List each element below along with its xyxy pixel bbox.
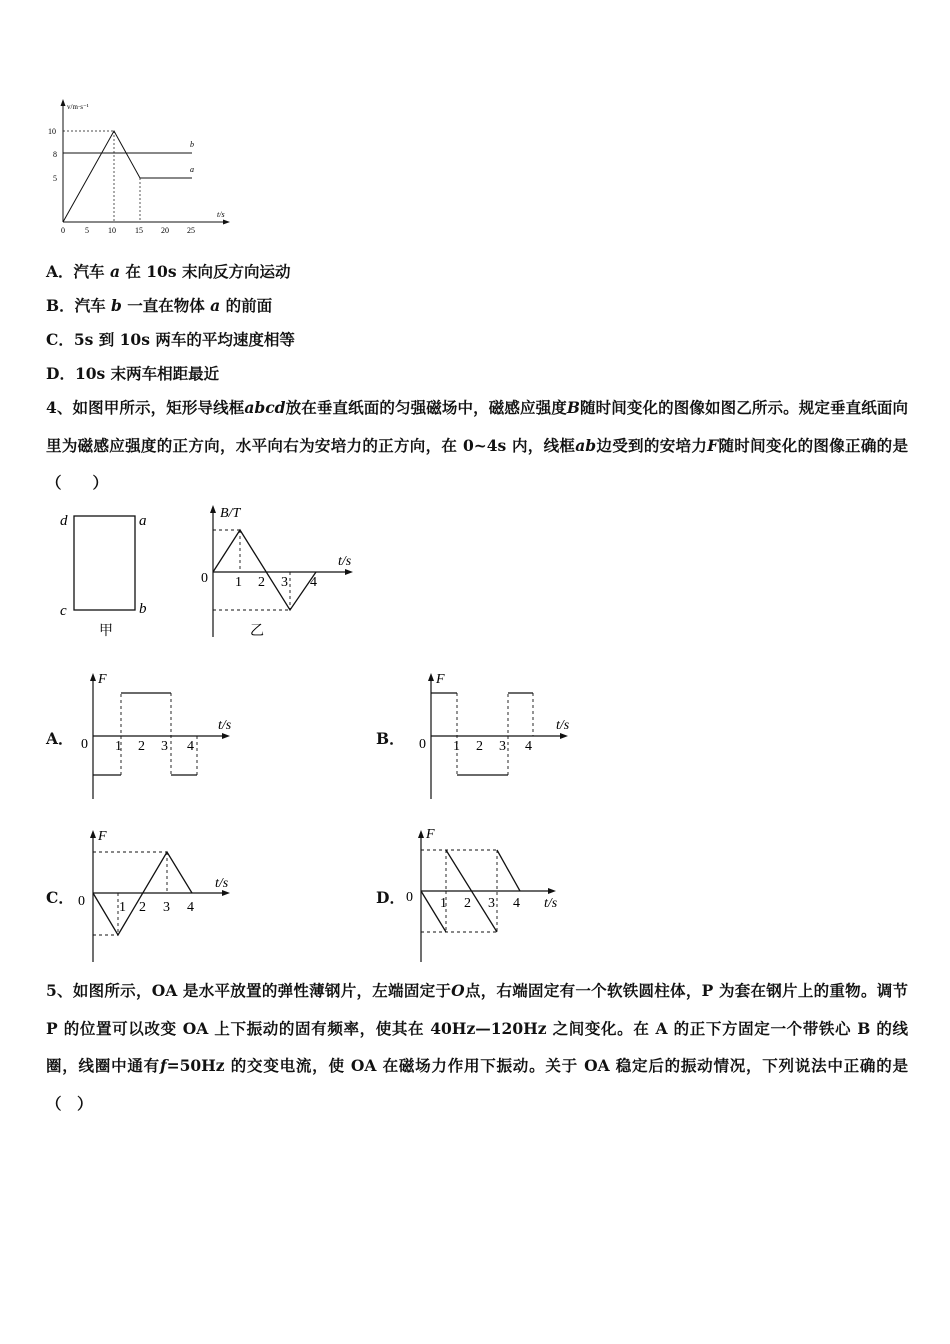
- velocity-time-graph: [40, 95, 280, 245]
- y-axis-label: F: [426, 827, 435, 842]
- x-tick: 4: [310, 575, 317, 590]
- q3-option-b: B．汽车 b 一直在物体 a 的前面: [46, 296, 273, 315]
- q3-option-a: A．汽车 a 在 10s 末向反方向运动: [46, 262, 291, 281]
- x-tick: 1: [453, 739, 460, 754]
- x-tick: 4: [525, 739, 532, 754]
- x-tick: 0: [61, 226, 65, 235]
- x-tick: 20: [161, 226, 169, 235]
- x-tick: 1: [115, 739, 122, 754]
- x-tick: 10: [108, 226, 116, 235]
- corner-c: c: [60, 603, 67, 619]
- corner-d: d: [60, 513, 68, 529]
- x-tick: 4: [187, 739, 194, 754]
- x-tick: 2: [258, 575, 265, 590]
- caption-yi: 乙: [250, 624, 264, 639]
- y-axis-label: F: [98, 829, 107, 844]
- caption-jia: 甲: [99, 624, 113, 639]
- q3-option-d: D．10s 末两车相距最近: [46, 364, 220, 383]
- origin-label: 0: [78, 894, 85, 909]
- x-tick: 2: [139, 900, 146, 915]
- x-tick: 1: [119, 900, 126, 915]
- y-tick: 8: [53, 150, 57, 159]
- y-tick: 5: [53, 174, 57, 183]
- line-b-label: b: [190, 140, 194, 149]
- x-axis-label: t/s: [218, 718, 232, 733]
- q4-option-a-graph: [78, 668, 248, 803]
- x-tick: 1: [440, 896, 447, 911]
- question-5-text: 5、如图所示，OA 是水平放置的弹性薄钢片，左端固定于O点，右端固定有一个软铁圆柱体，P 为套在钢片上的重物。调节 P 的位置可以改变 OA 上下振动的固有频率，使其在 40Hz—120Hz 之间变化。在 A 的正下方固定一个带铁心 B 的线圈，线圈中通有f=50Hz 的交变电流，使 OA 在磁场力作用下振动。关于 OA 稳定后的振动情况，下列说法中正确的是（ ）: [46, 981, 908, 1113]
- q4-option-a-label: A．: [46, 729, 74, 748]
- line-a: [63, 131, 192, 222]
- origin-label: 0: [406, 890, 413, 905]
- y-axis-label: B/T: [220, 506, 241, 521]
- q4-option-c-label: C．: [46, 888, 74, 907]
- x-tick: 3: [488, 896, 495, 911]
- y-tick: 10: [48, 127, 56, 136]
- origin-label: 0: [81, 737, 88, 752]
- y-axis-label: F: [98, 672, 107, 687]
- x-tick: 3: [499, 739, 506, 754]
- origin-label: 0: [201, 571, 208, 586]
- x-tick: 25: [187, 226, 195, 235]
- x-tick: 2: [476, 739, 483, 754]
- q4-option-b-graph: [416, 668, 586, 803]
- q4-option-b-label: B．: [376, 729, 405, 748]
- x-tick: 3: [281, 575, 288, 590]
- x-tick: 4: [513, 896, 520, 911]
- x-axis-label: t/s: [544, 896, 558, 911]
- line-a-label: a: [190, 165, 194, 174]
- question-4-text: 4、如图甲所示，矩形导线框abcd放在垂直纸面的匀强磁场中，磁感应强度B随时间变化的图像如图乙所示。规定垂直纸面向里为磁感应强度的正方向，水平向右为安培力的正方向，在 0~4s 内，线框ab边受到的安培力F随时间变化的图像正确的是（ ）: [46, 398, 908, 492]
- x-tick: 3: [163, 900, 170, 915]
- x-axis-label: t/s: [338, 554, 352, 569]
- q4-option-c-graph: [78, 825, 248, 965]
- q4-option-d-graph: [406, 825, 576, 965]
- figure-jia-rectangle-frame: [55, 505, 175, 645]
- b-curve: [213, 530, 316, 610]
- corner-b: b: [139, 601, 147, 617]
- y-axis-label: v/m·s⁻¹: [67, 103, 89, 111]
- x-axis-label: t/s: [215, 876, 229, 891]
- x-axis-label: t/s: [556, 718, 570, 733]
- figure-yi-b-t-graph: [198, 500, 368, 640]
- x-axis-label: t/s: [217, 210, 225, 219]
- x-tick: 15: [135, 226, 143, 235]
- x-tick: 2: [138, 739, 145, 754]
- x-tick: 1: [235, 575, 242, 590]
- y-axis-label: F: [436, 672, 445, 687]
- corner-a: a: [139, 513, 147, 529]
- q3-option-c: C．5s 到 10s 两车的平均速度相等: [46, 330, 295, 349]
- x-tick: 4: [187, 900, 194, 915]
- x-tick: 2: [464, 896, 471, 911]
- origin-label: 0: [419, 737, 426, 752]
- q4-option-d-label: D．: [376, 888, 405, 907]
- x-tick: 3: [161, 739, 168, 754]
- x-tick: 5: [85, 226, 89, 235]
